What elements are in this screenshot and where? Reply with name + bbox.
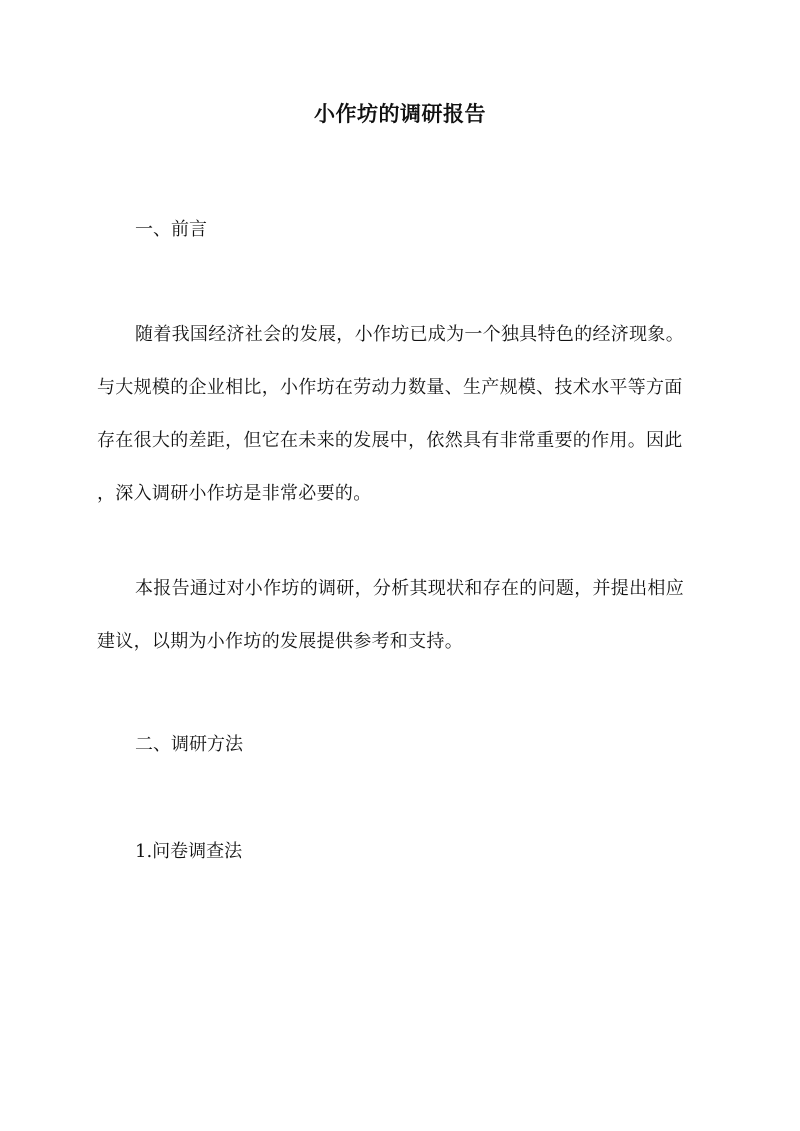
document-title: 小作坊的调研报告 bbox=[314, 101, 486, 126]
paragraph-preface-1 bbox=[97, 308, 705, 520]
paragraph-line: 存在很大的差距，但它在未来的发展中，依然具有非常重要的作用。因此 bbox=[97, 430, 683, 451]
paragraph-line: 随着我国经济社会的发展，小作坊已成为一个独具特色的经济现象。 bbox=[135, 324, 684, 345]
section-heading-preface: 一、前言 bbox=[135, 219, 207, 240]
paragraph-line: 本报告通过对小作坊的调研，分析其现状和存在的问题，并提出相应 bbox=[135, 578, 684, 599]
subheading-questionnaire: 1.问卷调查法 bbox=[135, 841, 243, 862]
section-heading-methods: 二、调研方法 bbox=[135, 734, 243, 755]
paragraph-line: 建议，以期为小作坊的发展提供参考和支持。 bbox=[97, 631, 463, 652]
paragraph-preface-2 bbox=[97, 562, 705, 668]
paragraph-line: ，深入调研小作坊是非常必要的。 bbox=[97, 483, 372, 504]
paragraph-line: 与大规模的企业相比，小作坊在劳动力数量、生产规模、技术水平等方面 bbox=[97, 377, 683, 398]
